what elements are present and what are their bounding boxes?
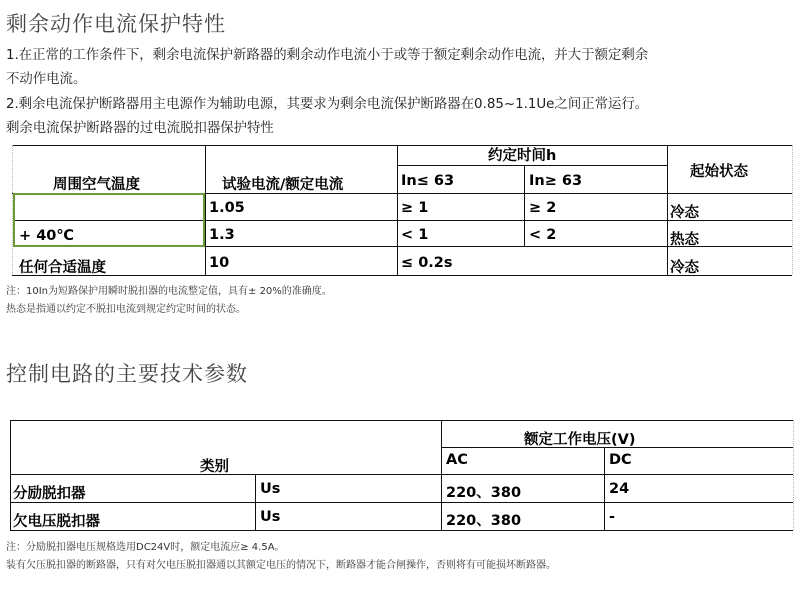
paragraph-1-line-2: 不动作电流。: [6, 72, 87, 87]
paragraph-2: 2.剩余电流保护断路器用主电源作为辅助电源，其要求为剩余电流保护断路器在0.85~1.1Ue之间正常运行。: [6, 97, 649, 112]
table-cell-t2: ≥ 2: [529, 200, 557, 216]
paragraph-1-line-1: 1.在正常的工作条件下，剩余电流保护新路器的剩余动作电流小于或等于额定剩余动作电流，并大于额定剩余: [6, 48, 649, 63]
table-cell-ratio: 1.3: [209, 227, 235, 243]
table-cell-name: 分励脱扣器: [13, 486, 86, 502]
col-time-group: 约定时间h: [488, 148, 557, 164]
table-1-subtitle: 剩余电流保护断路器的过电流脱扣器保护特性: [6, 121, 274, 136]
table-cell-ac: 220、380: [446, 485, 522, 501]
section-title-control-circuit: 控制电路的主要技术参数: [6, 362, 248, 386]
table-2-note-1: 注：分励脱扣器电压规格选用DC24V时，额定电流应≥ 4.5A。: [6, 542, 285, 553]
col-start-state: 起始状态: [690, 164, 748, 180]
col-category: 类别: [200, 459, 229, 475]
table-cell-t1: < 1: [401, 227, 429, 243]
col-ac: AC: [446, 452, 468, 468]
col-test-current: 试验电流/额定电流: [222, 177, 344, 193]
col-ambient-temp: 周围空气温度: [53, 177, 140, 193]
table-cell-state: 冷态: [670, 260, 699, 276]
col-in-ge-63: In≥ 63: [529, 173, 583, 189]
table-cell-name: 欠电压脱扣器: [13, 514, 100, 530]
col-in-le-63: In≤ 63: [401, 173, 455, 189]
col-rated-voltage: 额定工作电压(V): [524, 432, 636, 448]
table-cell-symbol: Us: [260, 481, 281, 497]
table-cell-ac: 220、380: [446, 513, 522, 529]
table-cell-t2: < 2: [529, 227, 557, 243]
table-1-note-1: 注：10In为短路保护用瞬时脱扣器的电流整定值，具有± 20%的准确度。: [6, 286, 332, 297]
table-cell-ratio: 10: [209, 255, 230, 271]
col-dc: DC: [609, 452, 632, 468]
table-cell-dc: 24: [609, 481, 630, 497]
table-1-note-2: 热态是指通以约定不脱扣电流到规定约定时间的状态。: [6, 304, 246, 315]
table-cell-state: 冷态: [670, 205, 699, 221]
table-cell-ambient: + 40℃: [19, 228, 74, 244]
table-cell-state: 热态: [670, 232, 699, 248]
table-cell-t1: ≥ 1: [401, 200, 429, 216]
table-cell-ambient: 任何合适温度: [19, 260, 106, 276]
table-cell-t1: ≤ 0.2s: [401, 255, 453, 271]
table-cell-symbol: Us: [260, 509, 281, 525]
table-cell-dc: -: [609, 509, 616, 525]
table-2-note-2: 装有欠压脱扣器的断路器，只有对欠电压脱扣器通以其额定电压的情况下，断路器才能合闸操作，否则将有可能损坏断路器。: [6, 560, 556, 571]
table-cell-ratio: 1.05: [209, 200, 245, 216]
section-title-rcd: 剩余动作电流保护特性: [6, 12, 226, 36]
